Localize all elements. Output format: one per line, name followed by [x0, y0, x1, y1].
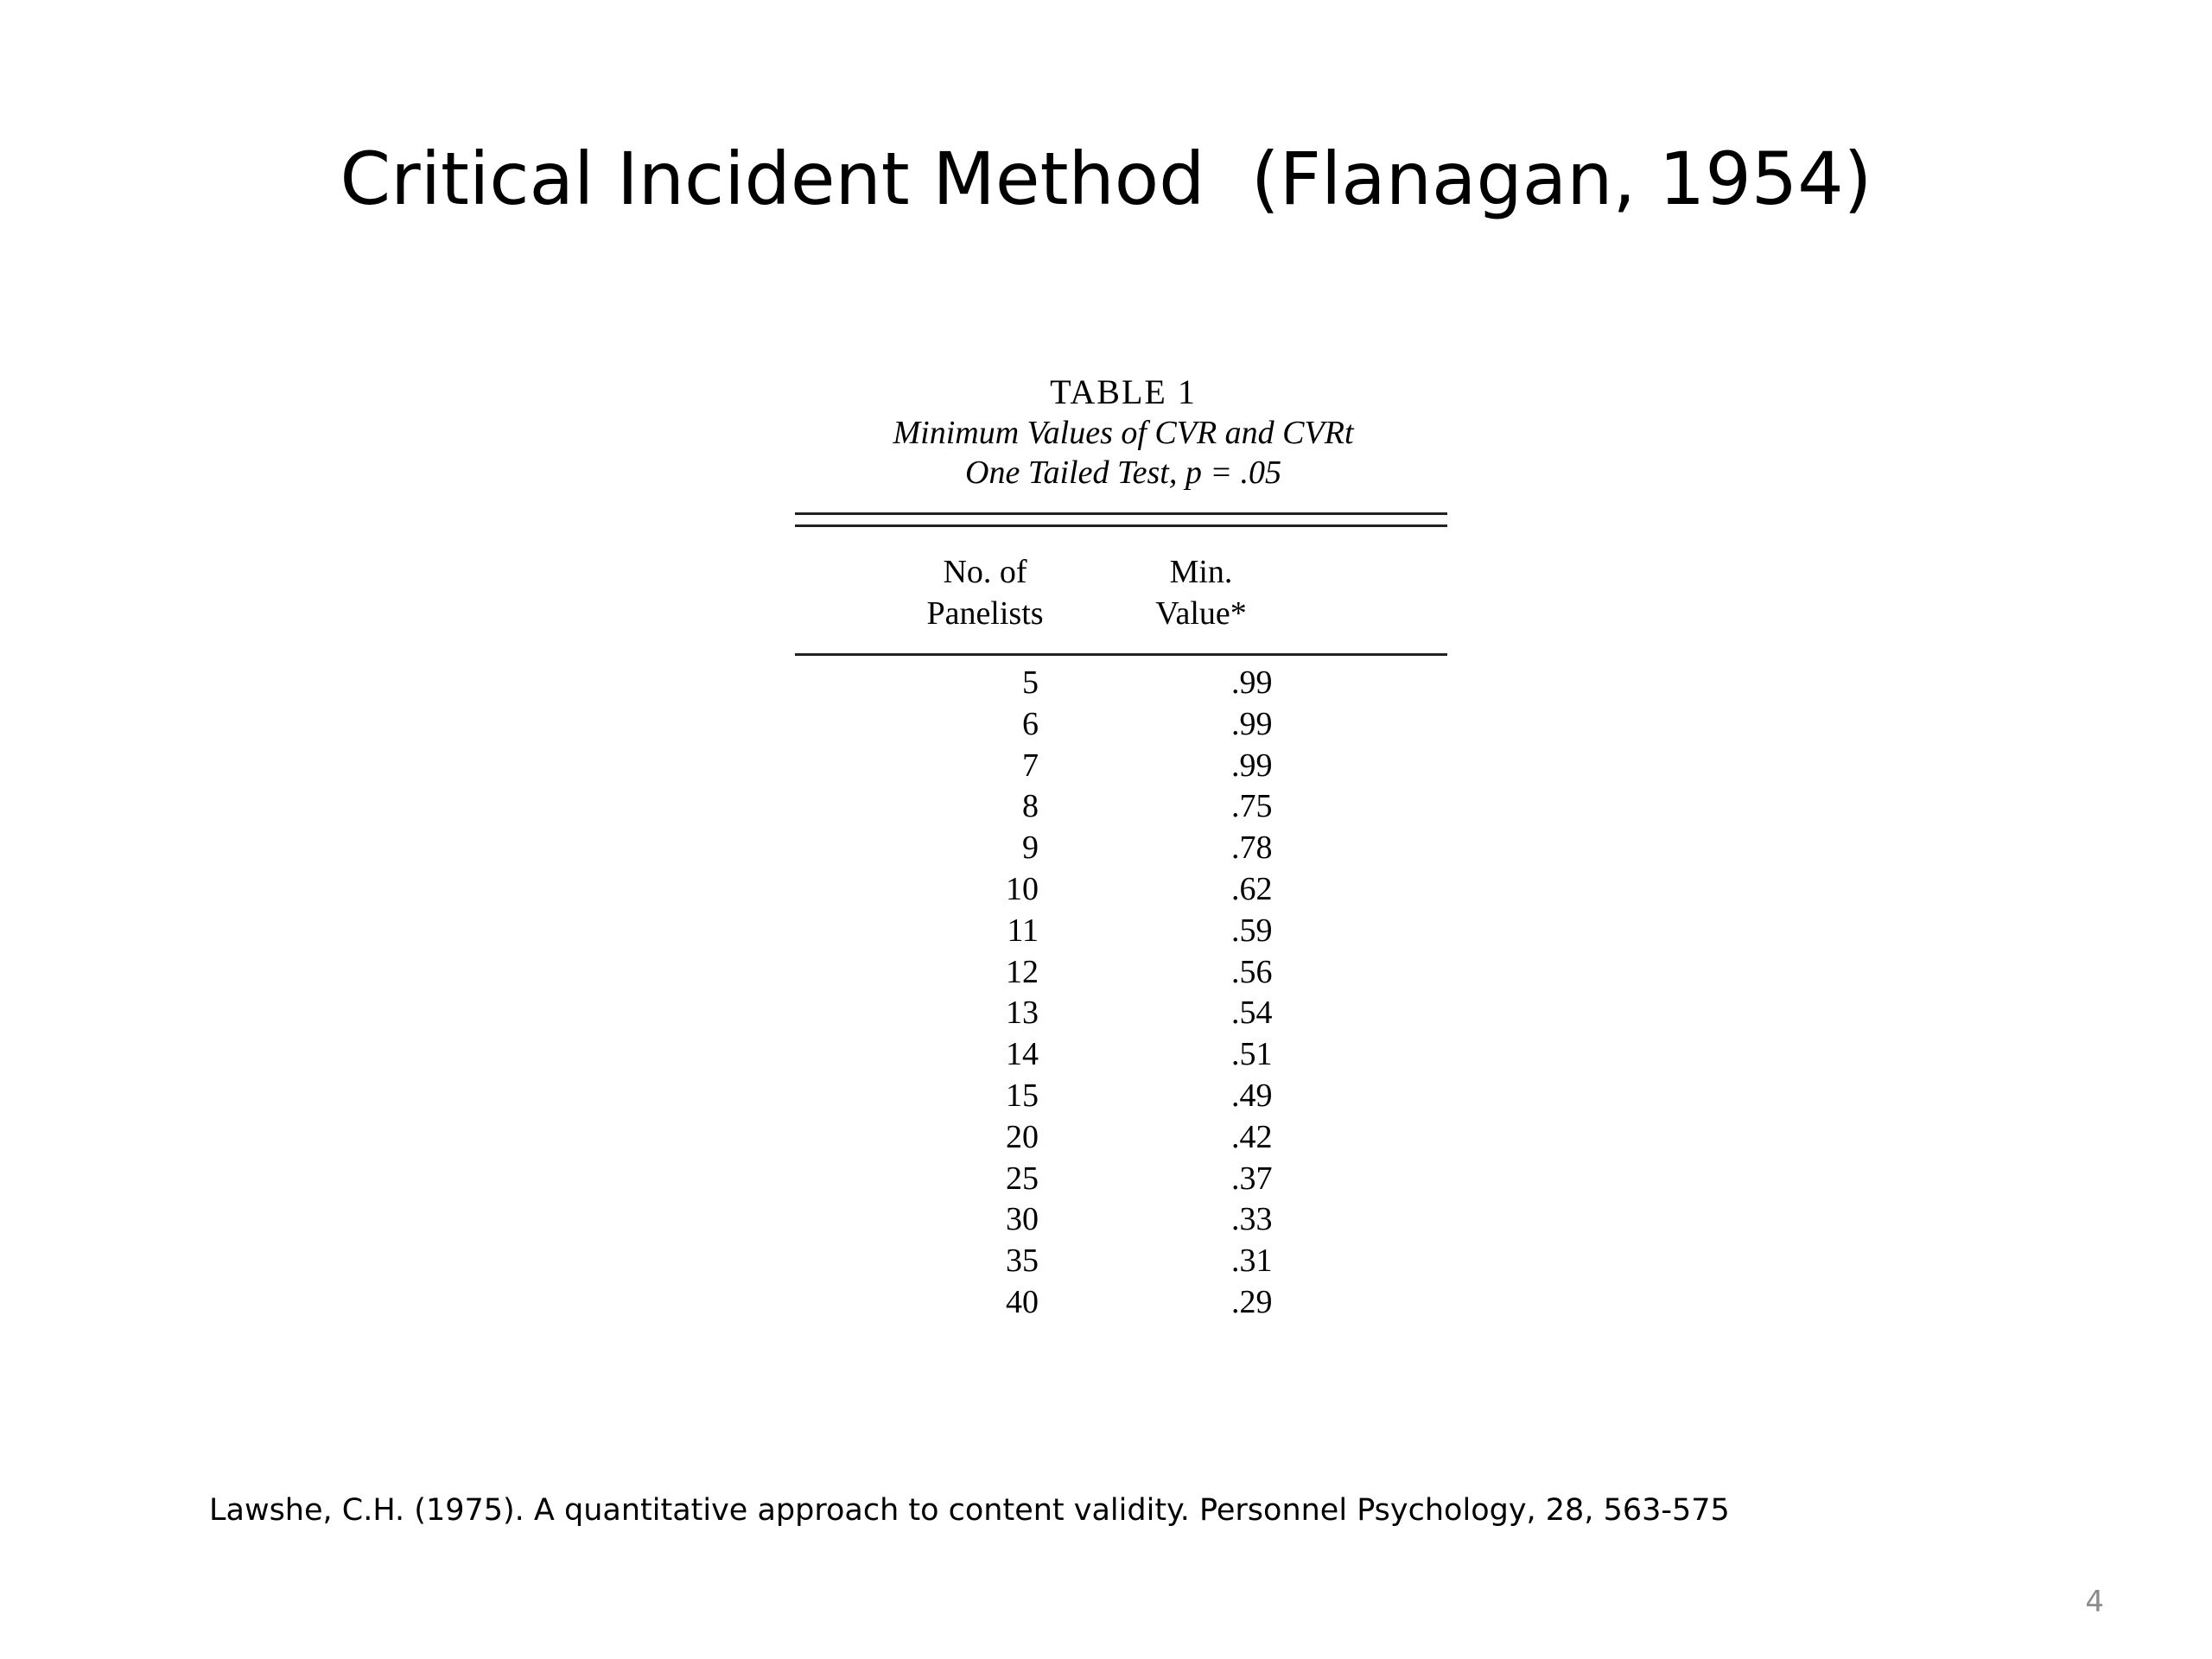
table-row	[795, 704, 1452, 746]
min-value-cell: .99	[1231, 705, 1273, 742]
min-value-cell: .56	[1231, 953, 1273, 990]
min-value-cell: .33	[1231, 1201, 1273, 1238]
table-row	[795, 663, 1452, 704]
panelists-cell: 12	[1006, 953, 1039, 990]
table-top-rule	[795, 512, 1447, 515]
panelists-cell: 25	[1006, 1160, 1039, 1197]
panelists-cell: 8	[1022, 788, 1039, 825]
table-caption-line1: Minimum Values of CVR and CVRt	[893, 415, 1354, 451]
min-value-cell: .59	[1231, 912, 1273, 949]
table-row	[795, 952, 1452, 994]
table-row	[795, 1117, 1452, 1159]
table-row	[795, 993, 1452, 1034]
min-value-cell: .42	[1231, 1118, 1273, 1155]
table-row	[795, 911, 1452, 952]
table-row	[795, 1159, 1452, 1200]
table-row	[795, 746, 1452, 787]
panelists-cell: 6	[1022, 705, 1039, 742]
panelists-cell: 13	[1006, 995, 1039, 1032]
min-value-cell: .99	[1231, 747, 1273, 784]
table-header-rule	[795, 653, 1447, 656]
min-value-cell: .54	[1231, 995, 1273, 1032]
panelists-cell: 10	[1006, 870, 1039, 907]
panelists-cell: 7	[1022, 747, 1039, 784]
min-value-cell: .99	[1231, 664, 1273, 701]
min-value-cell: .29	[1231, 1283, 1273, 1320]
panelists-cell: 20	[1006, 1118, 1039, 1155]
table-row	[795, 828, 1452, 869]
column-header-min-value: Min. Value*	[1155, 554, 1247, 632]
table-row	[795, 1034, 1452, 1076]
table-row	[795, 1076, 1452, 1117]
min-value-cell: .37	[1231, 1160, 1273, 1197]
min-value-cell: .78	[1231, 830, 1273, 867]
panelists-cell: 40	[1006, 1283, 1039, 1320]
table-row	[795, 786, 1452, 828]
table-label: TABLE 1	[1050, 372, 1197, 411]
citation: Lawshe, C.H. (1975). A quantitative approach to content validity. Personnel Psychology, 28, 563-575	[209, 1493, 1730, 1528]
table-caption-line2: One Tailed Test, p = .05	[965, 454, 1281, 491]
min-value-cell: .31	[1231, 1243, 1273, 1280]
min-value-cell: .62	[1231, 870, 1273, 907]
panelists-cell: 30	[1006, 1201, 1039, 1238]
min-value-cell: .51	[1231, 1036, 1273, 1073]
column-header-panelists: No. of Panelists	[926, 554, 1044, 632]
table-row	[795, 1282, 1452, 1324]
panelists-cell: 14	[1006, 1036, 1039, 1073]
panelists-cell: 11	[1007, 912, 1039, 949]
min-value-cell: .49	[1231, 1077, 1273, 1114]
slide-title: Critical Incident Method (Flanagan, 1954)	[340, 137, 1872, 221]
panelists-cell: 15	[1006, 1077, 1039, 1114]
table-row	[795, 1241, 1452, 1282]
panelists-cell: 9	[1022, 830, 1039, 867]
table-row	[795, 869, 1452, 911]
table-body	[795, 663, 1452, 1324]
cvr-table	[795, 372, 1452, 1331]
min-value-cell: .75	[1231, 788, 1273, 825]
table-top-rule-second	[795, 524, 1447, 527]
slide-number: 4	[2085, 1585, 2104, 1619]
table-row	[795, 1199, 1452, 1241]
panelists-cell: 35	[1006, 1243, 1039, 1280]
panelists-cell: 5	[1022, 664, 1039, 701]
